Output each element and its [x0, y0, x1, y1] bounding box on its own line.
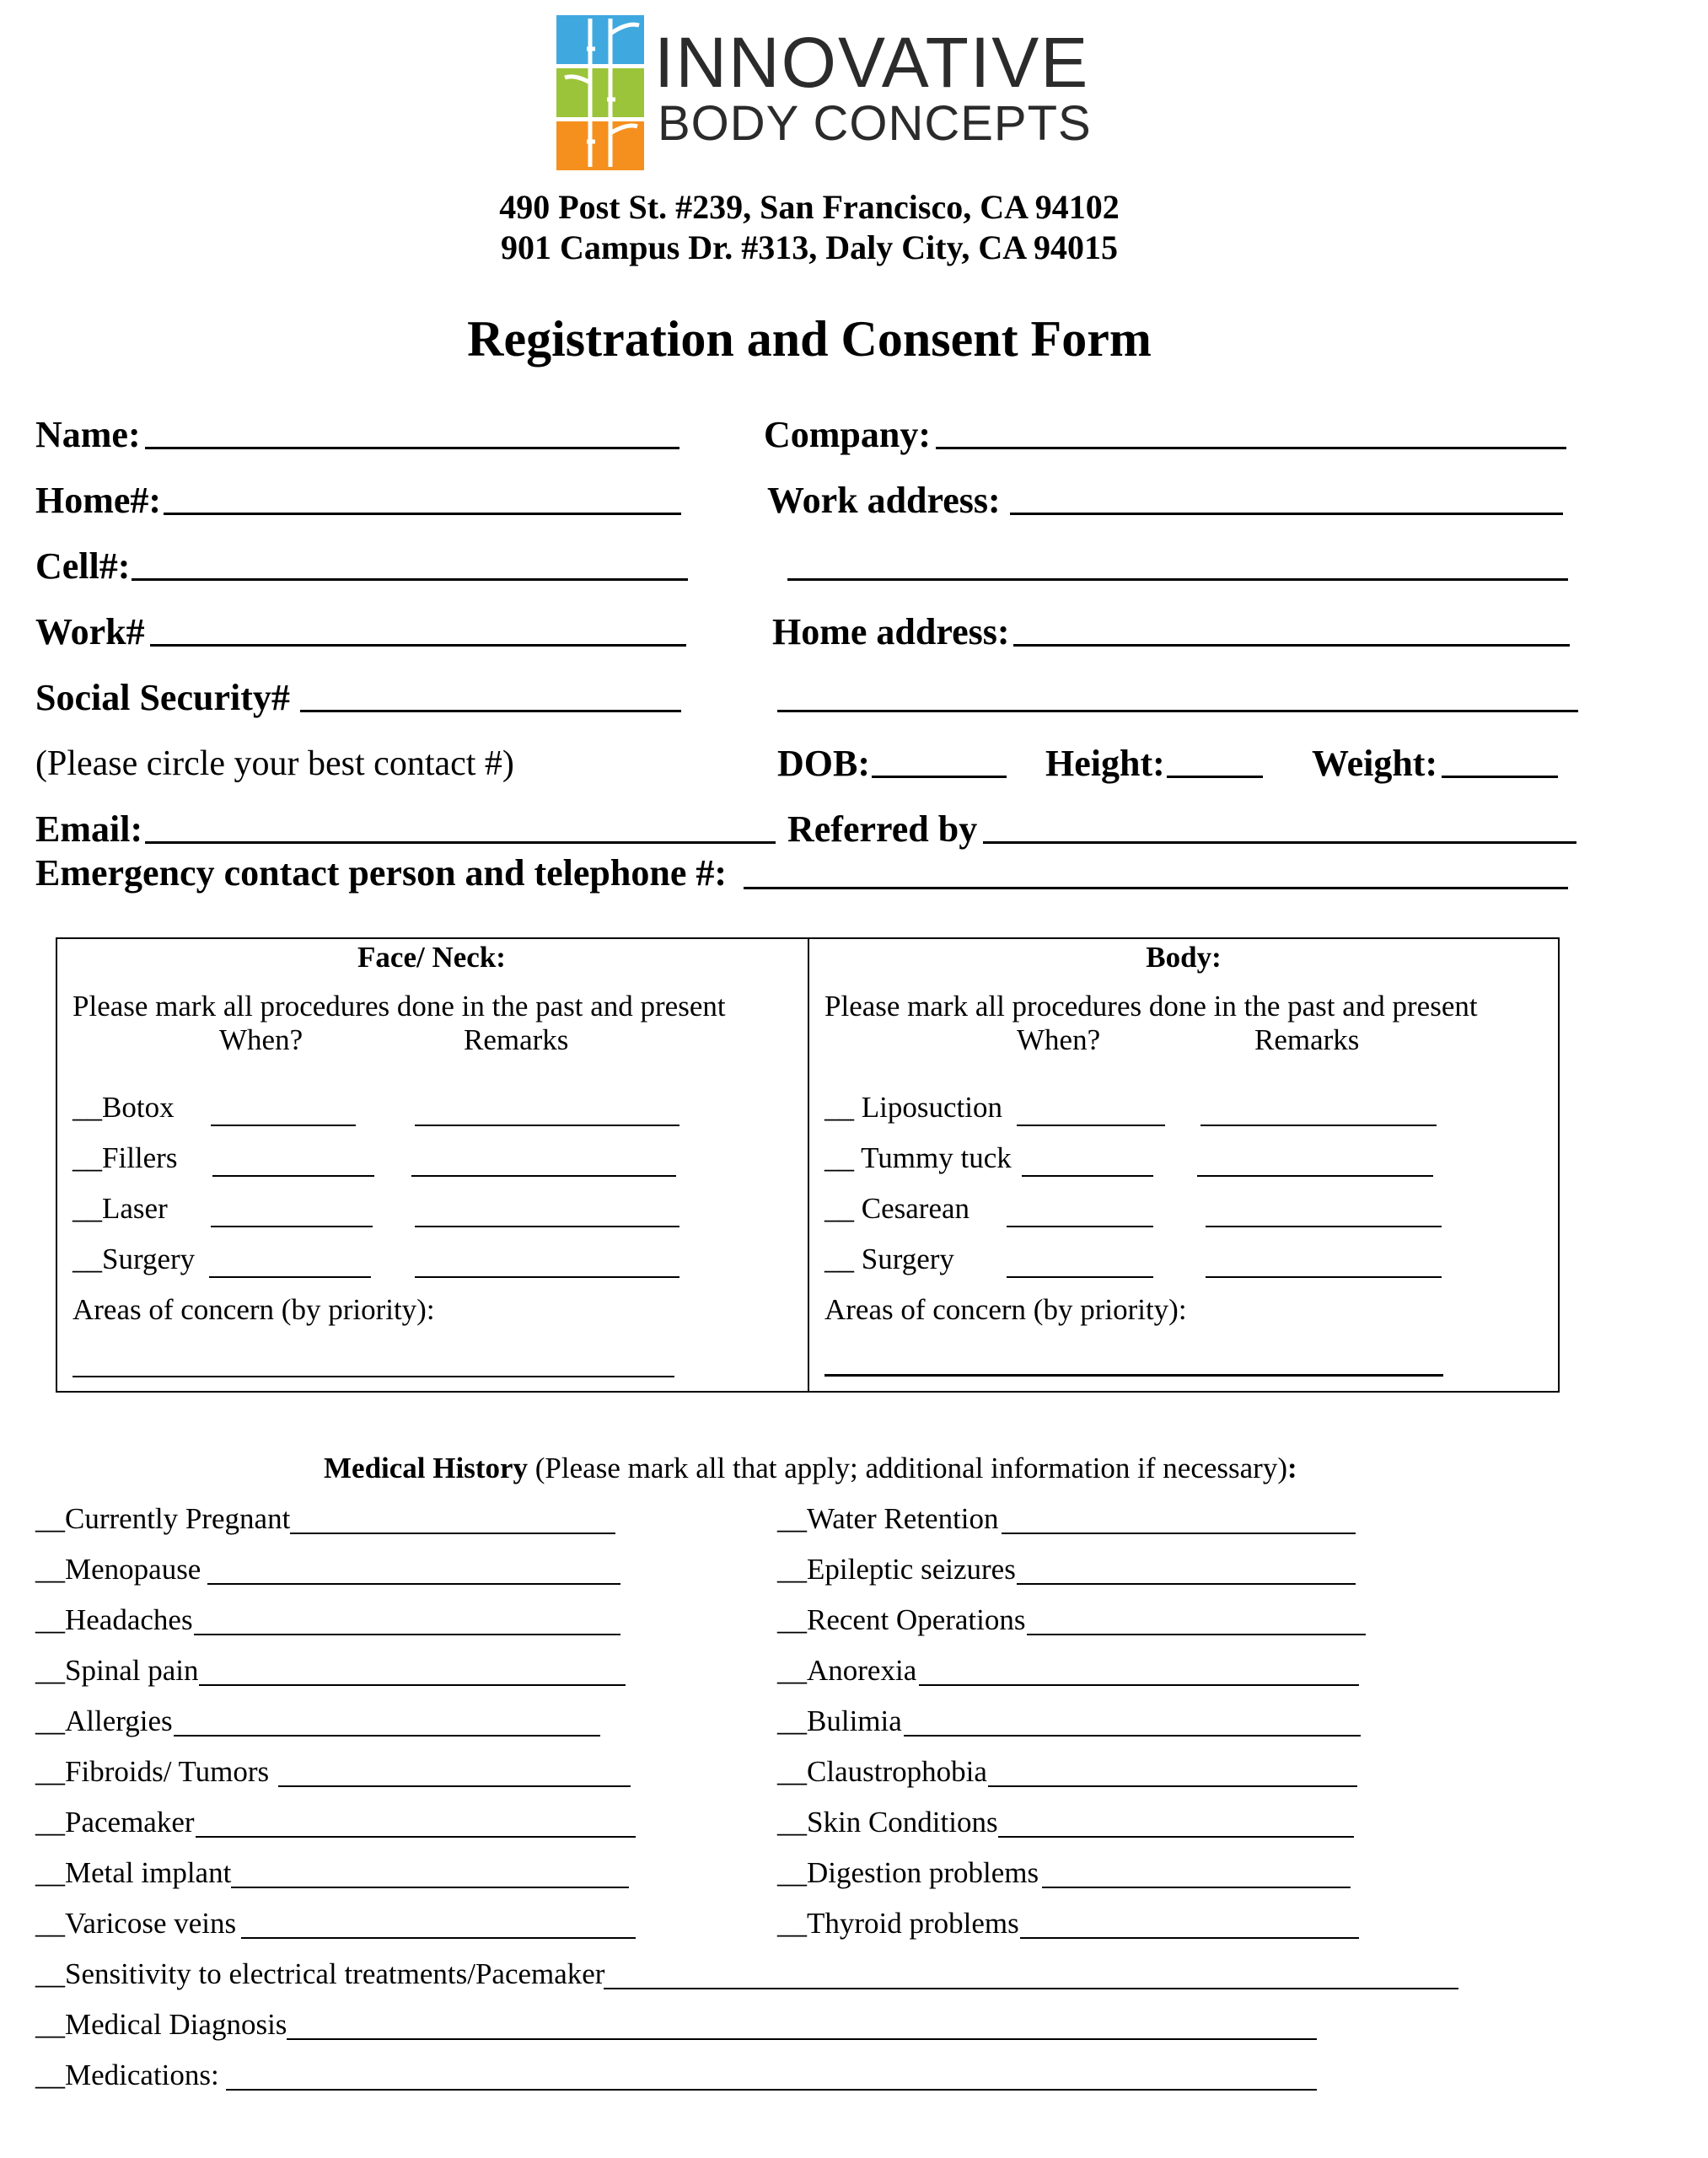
circle-contact-note: (Please circle your best contact #): [35, 744, 514, 783]
cesarean-remarks-field[interactable]: [1206, 1226, 1442, 1227]
water-retention-field[interactable]: [1002, 1533, 1356, 1534]
tummy-tuck-when-field[interactable]: [1022, 1175, 1153, 1177]
procedures-divider: [808, 937, 809, 1393]
company-label: Company:: [764, 414, 932, 455]
cell-label: Cell#:: [35, 545, 131, 587]
history-claustrophobia[interactable]: __Claustrophobia: [777, 1755, 987, 1788]
pacemaker-field[interactable]: [196, 1836, 636, 1838]
history-water-retention[interactable]: __Water Retention: [777, 1502, 999, 1535]
laser-remarks-field[interactable]: [415, 1226, 679, 1227]
medical-history-heading: [324, 1452, 1297, 1485]
bamboo-icon: [556, 15, 644, 170]
allergies-field[interactable]: [174, 1735, 600, 1737]
procedure-laser[interactable]: __Laser: [73, 1192, 168, 1225]
body-remarks-header: Remarks: [1254, 1023, 1360, 1056]
botox-remarks-field[interactable]: [415, 1125, 679, 1126]
company-field[interactable]: [936, 447, 1566, 449]
fibroids-tumors-field[interactable]: [278, 1785, 631, 1787]
work-phone-label: Work#: [35, 611, 145, 652]
history-skin-conditions[interactable]: __Skin Conditions: [777, 1806, 998, 1839]
cesarean-when-field[interactable]: [1007, 1226, 1153, 1227]
medical-history-heading-colon: :: [1287, 1452, 1297, 1484]
procedure-fillers[interactable]: __Fillers: [73, 1141, 178, 1174]
history-anorexia[interactable]: __Anorexia: [777, 1654, 917, 1687]
body-areas-of-concern-field[interactable]: [824, 1374, 1443, 1377]
procedure-cesarean[interactable]: __ Cesarean: [824, 1192, 970, 1225]
ssn-label: Social Security#: [35, 677, 290, 718]
referred-by-label: Referred by: [787, 808, 978, 850]
weight-field[interactable]: [1442, 776, 1558, 778]
anorexia-field[interactable]: [919, 1684, 1359, 1686]
logo-text-innovative: INNOVATIVE: [654, 23, 1090, 102]
history-metal-implant[interactable]: __Metal implant: [35, 1856, 232, 1889]
history-fibroids-tumors[interactable]: __Fibroids/ Tumors: [35, 1755, 270, 1788]
history-varicose-veins[interactable]: __Varicose veins: [35, 1907, 237, 1940]
procedure-face-surgery[interactable]: __Surgery: [73, 1243, 196, 1275]
fillers-remarks-field[interactable]: [411, 1175, 676, 1177]
body-surgery-when-field[interactable]: [1007, 1276, 1153, 1278]
history-currently-pregnant[interactable]: __Currently Pregnant: [35, 1502, 291, 1535]
name-field[interactable]: [145, 447, 679, 449]
address-sf: 490 Post St. #239, San Francisco, CA 94102: [499, 188, 1120, 226]
dob-field[interactable]: [872, 776, 1007, 778]
history-pacemaker[interactable]: __Pacemaker: [35, 1806, 195, 1839]
emergency-contact-field[interactable]: [744, 887, 1568, 889]
procedure-body-surgery[interactable]: __ Surgery: [824, 1243, 954, 1275]
tummy-tuck-remarks-field[interactable]: [1197, 1175, 1433, 1177]
face-areas-of-concern-label: Areas of concern (by priority):: [73, 1293, 435, 1326]
spinal-pain-field[interactable]: [199, 1684, 626, 1686]
face-neck-remarks-header: Remarks: [464, 1023, 569, 1056]
home-phone-label: Home#:: [35, 480, 162, 521]
body-instruction: Please mark all procedures done in the past and present: [824, 990, 1478, 1023]
botox-when-field[interactable]: [211, 1125, 356, 1126]
referred-by-field[interactable]: [983, 841, 1576, 844]
history-allergies[interactable]: __Allergies: [35, 1704, 173, 1737]
history-epileptic-seizures[interactable]: __Epileptic seizures: [777, 1553, 1016, 1586]
menopause-field[interactable]: [207, 1583, 620, 1585]
currently-pregnant-field[interactable]: [290, 1533, 615, 1534]
procedure-liposuction[interactable]: __ Liposuction: [824, 1091, 1002, 1124]
face-neck-when-header: When?: [219, 1023, 303, 1056]
medical-diagnosis-field[interactable]: [287, 2038, 1317, 2040]
logo-mark: [556, 15, 644, 170]
email-field[interactable]: [145, 841, 776, 844]
body-areas-of-concern-label: Areas of concern (by priority):: [824, 1293, 1187, 1326]
history-spinal-pain[interactable]: __Spinal pain: [35, 1654, 199, 1687]
home-address-field-line2[interactable]: [777, 710, 1578, 712]
body-surgery-remarks-field[interactable]: [1206, 1276, 1442, 1278]
procedure-tummy-tuck[interactable]: __ Tummy tuck: [824, 1141, 1012, 1174]
work-address-field[interactable]: [1010, 513, 1563, 515]
height-label: Height:: [1045, 743, 1165, 784]
home-address-field[interactable]: [1013, 644, 1570, 647]
face-areas-of-concern-field[interactable]: [73, 1376, 674, 1377]
history-medical-diagnosis[interactable]: __Medical Diagnosis: [35, 2008, 287, 2041]
address-daly-city: 901 Campus Dr. #313, Daly City, CA 94015: [501, 228, 1118, 266]
body-when-header: When?: [1017, 1023, 1101, 1056]
email-label: Email:: [35, 808, 143, 850]
history-thyroid-problems[interactable]: __Thyroid problems: [777, 1907, 1019, 1940]
face-surgery-remarks-field[interactable]: [415, 1276, 679, 1278]
varicose-veins-field[interactable]: [241, 1937, 636, 1939]
history-medications[interactable]: __Medications:: [35, 2059, 219, 2091]
name-label: Name:: [35, 414, 141, 455]
bulimia-field[interactable]: [904, 1735, 1361, 1737]
epileptic-seizures-field[interactable]: [1017, 1583, 1356, 1585]
medications-field[interactable]: [226, 2089, 1317, 2091]
laser-when-field[interactable]: [211, 1226, 373, 1227]
thyroid-problems-field[interactable]: [1020, 1937, 1359, 1939]
body-heading: Body:: [1146, 941, 1222, 974]
weight-label: Weight:: [1312, 743, 1438, 784]
history-headaches[interactable]: __Headaches: [35, 1603, 193, 1636]
home-address-label: Home address:: [772, 611, 1010, 652]
digestion-problems-field[interactable]: [1042, 1887, 1351, 1888]
medical-history-heading-bold: Medical History: [324, 1452, 529, 1484]
height-field[interactable]: [1167, 776, 1263, 778]
history-electrical-sensitivity[interactable]: __Sensitivity to electrical treatments/Pacemaker: [35, 1957, 605, 1990]
ssn-field[interactable]: [300, 710, 681, 712]
emergency-contact-label: Emergency contact person and telephone #:: [35, 852, 728, 894]
skin-conditions-field[interactable]: [998, 1836, 1354, 1838]
recent-operations-field[interactable]: [1027, 1634, 1366, 1635]
work-address-label: Work address:: [767, 480, 1001, 521]
metal-implant-field[interactable]: [231, 1887, 629, 1888]
face-surgery-when-field[interactable]: [209, 1276, 371, 1278]
liposuction-when-field[interactable]: [1017, 1125, 1165, 1126]
work-address-field-line2[interactable]: [787, 578, 1568, 581]
procedure-botox[interactable]: __Botox: [73, 1091, 175, 1124]
dob-label: DOB:: [777, 743, 870, 784]
history-recent-operations[interactable]: __Recent Operations: [777, 1603, 1026, 1636]
history-digestion-problems[interactable]: __Digestion problems: [777, 1856, 1039, 1889]
liposuction-remarks-field[interactable]: [1200, 1125, 1437, 1126]
claustrophobia-field[interactable]: [988, 1785, 1357, 1787]
face-neck-instruction: Please mark all procedures done in the past and present: [73, 990, 726, 1023]
logo-text-body-concepts: BODY CONCEPTS: [658, 96, 1092, 151]
face-neck-heading: Face/ Neck:: [357, 941, 506, 974]
cell-field[interactable]: [132, 578, 688, 581]
history-bulimia[interactable]: __Bulimia: [777, 1704, 902, 1737]
fillers-when-field[interactable]: [212, 1175, 374, 1177]
headaches-field[interactable]: [194, 1634, 620, 1635]
work-phone-field[interactable]: [150, 644, 686, 647]
electrical-sensitivity-field[interactable]: [604, 1988, 1458, 1989]
history-menopause[interactable]: __Menopause: [35, 1553, 201, 1586]
medical-history-heading-note: (Please mark all that apply; additional information if necessary): [528, 1452, 1287, 1484]
page-title: Registration and Consent Form: [467, 311, 1152, 367]
home-phone-field[interactable]: [164, 513, 681, 515]
